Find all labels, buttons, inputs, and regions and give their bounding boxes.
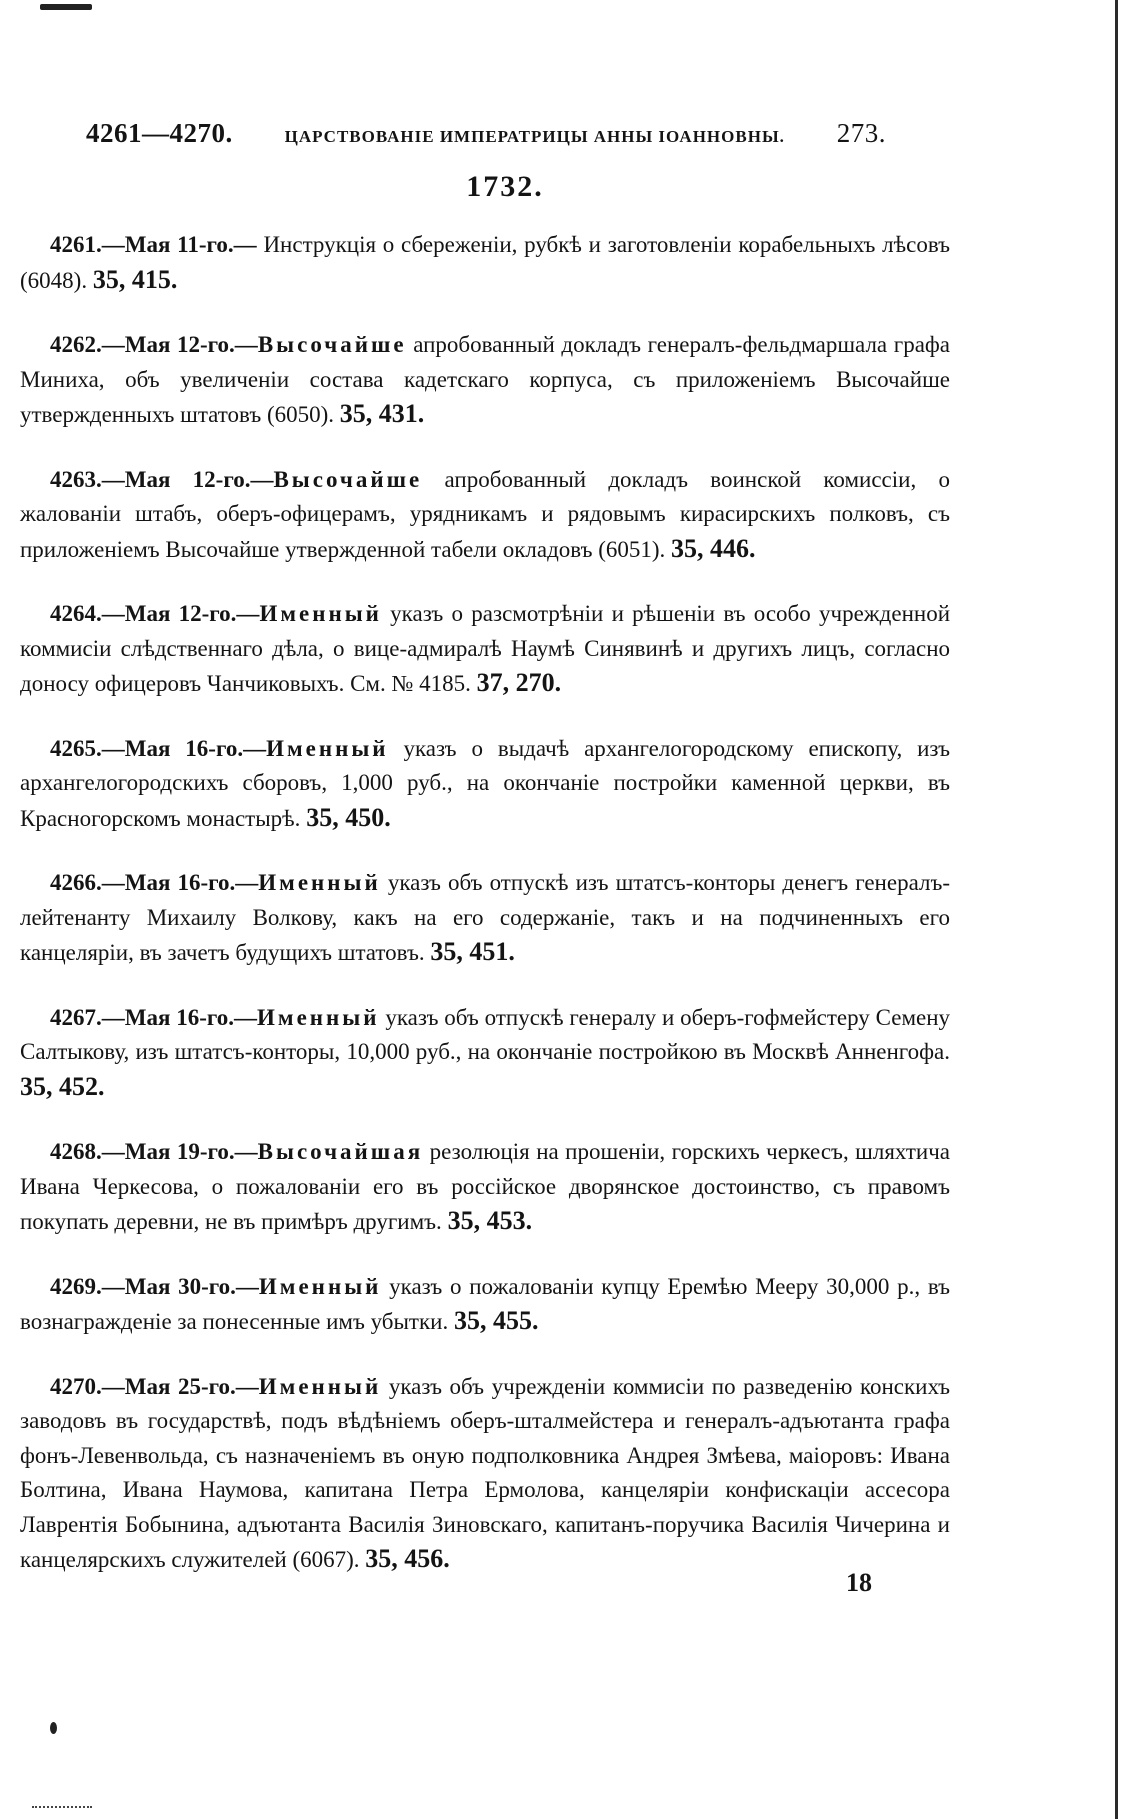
entry-number: 4265. [50, 735, 102, 761]
signature-mark: 18 [846, 1568, 872, 1597]
entry-number: 4264. [50, 601, 102, 626]
entry-text: указъ о разсмотрѣніи и рѣшеніи въ особо учрежденной коммисіи слѣдственнаго дѣла, о вице-адмиралѣ Наумѣ Синявинѣ и другихъ лицъ, согласно доносу офицеровъ Чанчиковыхъ. См. № 4185. [20, 601, 951, 696]
entry-reference: 35, 450. [306, 802, 391, 832]
entry-4262 [20, 328, 950, 433]
entry-number: 4262. [50, 332, 102, 357]
entry-4265 [20, 732, 950, 837]
entry-kind: Высочайше [273, 466, 423, 492]
entry-text: указъ о выдачѣ архангелогородскому епископу, изъ архангелогородскихъ сборовъ, 1,000 руб., на окончаніе постройки каменной церкви, въ Красногорскомъ монастырѣ. [20, 735, 951, 831]
entry-kind: Именный [266, 735, 389, 761]
entry-date: —Мая 11-го.— [101, 232, 257, 257]
entry-4266 [20, 866, 950, 971]
entry-date: —Мая 12-го.— [101, 601, 260, 626]
entry-4269 [20, 1270, 950, 1340]
page-number: 273. [836, 118, 886, 148]
entry-text: указъ объ отпускѣ генералу и оберъ-гофмейстеру Семену Салтыкову, изъ штатсъ-конторы, 10,000 руб., на окончаніе постройкою въ Москвѣ Анненгофа. [20, 1004, 951, 1064]
entry-text: указъ о пожалованіи купцу Еремѣю Мееру 30,000 р., въ вознагражденіе за понесенные имъ убытки. [20, 1273, 951, 1334]
entry-number: 4261. [50, 232, 102, 257]
ink-dot [50, 1722, 57, 1734]
entry-reference: 35, 452. [20, 1071, 105, 1101]
entry-date: —Мая 12-го.— [101, 332, 258, 357]
entry-4268 [20, 1135, 950, 1240]
entry-number: 4266. [50, 870, 102, 895]
entry-text: Инструкція о сбереженіи, рубкѣ и заготовленіи корабельныхъ лѣсовъ (6048). [20, 232, 951, 293]
entry-reference: 35, 415. [92, 264, 178, 294]
entry-reference: 35, 453. [447, 1206, 533, 1235]
entry-date: —Мая 12-го.— [101, 466, 274, 492]
bottom-ink-mark [32, 1806, 92, 1811]
entry-text: указъ объ учрежденіи коммисіи по разведенію конскихъ заводовъ въ государствѣ, подъ вѣдѣніемъ оберъ-шталмейстера и генералъ-адъютанта графа фонъ-Левенвольда, съ назначеніемъ въ оную подполковника Андрея Змѣева, маіоровъ: Ивана Болтина, Ивана Наумова, капитана Петра Ермолова, канцеляріи конфискаціи ассесора Лаврентія Бобынина, адъютанта Василія Зиновскаго, капитанъ-поручика Василія Чичерина и канцелярскихъ служителей (6067). [20, 1373, 951, 1572]
entry-4263 [20, 463, 950, 568]
entry-kind: Именный [257, 1004, 380, 1030]
entry-date: —Мая 16-го.— [101, 870, 259, 895]
entry-kind: Высочайше [257, 332, 407, 357]
entry-4270 [20, 1370, 950, 1578]
entry-reference: 35, 456. [365, 1544, 450, 1573]
entry-reference: 35, 446. [671, 533, 756, 563]
entry-date: —Мая 30-го.— [101, 1273, 259, 1299]
corner-ink-mark [40, 4, 92, 10]
entry-reference: 37, 270. [476, 668, 562, 697]
entry-number: 4263. [50, 466, 102, 492]
entry-reference: 35, 455. [453, 1306, 539, 1335]
entry-4267 [20, 1001, 950, 1106]
entry-number: 4267. [50, 1004, 102, 1030]
entry-range: 4261—4270. [86, 118, 233, 148]
entry-kind: Именный [259, 601, 382, 626]
entry-number: 4269. [50, 1273, 102, 1299]
entry-4261 [20, 228, 950, 298]
entry-kind: Именный [258, 1373, 382, 1399]
entry-text: резолюція на прошеніи, горскихъ черкесъ, шляхтича Ивана Черкесова, о пожалованіи его въ россійское дворянское достоинство, съ правомъ покупать деревни, не въ примѣръ другимъ. [20, 1139, 950, 1234]
year-heading: 1732. [466, 170, 544, 203]
entry-date: —Мая 16-го.— [101, 735, 267, 761]
entry-date: —Мая 16-го.— [101, 1004, 258, 1030]
entry-text: указъ объ отпускѣ изъ штатсъ-конторы денегъ генералъ-лейтенанту Михаилу Волкову, какъ на его содержаніе, такъ и на подчиненныхъ его канцеляріи, въ зачетъ будущихъ штатовъ. [20, 870, 951, 965]
entry-kind: Именный [258, 870, 381, 895]
entry-date: —Мая 19-го.— [101, 1139, 258, 1164]
entry-date: —Мая 25-го.— [101, 1373, 259, 1399]
entry-kind: Именный [258, 1273, 382, 1299]
entry-text: апробованный докладъ воинской комиссіи, о жалованіи штабъ, оберъ-офицерамъ, урядникамъ и рядовымъ кирасирскихъ полковъ, съ приложеніемъ Высочайше утвержденной табели окладовъ (6051). [20, 466, 950, 562]
entry-4264 [20, 597, 950, 702]
entry-number: 4268. [50, 1139, 102, 1164]
entry-text: апробованный докладъ генералъ-фельдмаршала графа Миниха, объ увеличеніи состава кадетскаго корпуса, съ приложеніемъ Высочайше утвержденныхъ штатовъ (6050). [20, 332, 951, 427]
entries-list [20, 228, 950, 1608]
entry-kind: Высочайшая [257, 1139, 424, 1164]
running-head [86, 118, 886, 152]
entry-reference: 35, 451. [430, 937, 515, 966]
entry-reference: 35, 431. [339, 399, 425, 428]
entry-number: 4270. [50, 1373, 102, 1399]
page-edge-line [1115, 0, 1118, 1819]
running-title: ЦАРСТВОВАНІЕ ИМПЕРАТРИЦЫ АННЫ ІОАННОВНЫ. [284, 127, 785, 146]
